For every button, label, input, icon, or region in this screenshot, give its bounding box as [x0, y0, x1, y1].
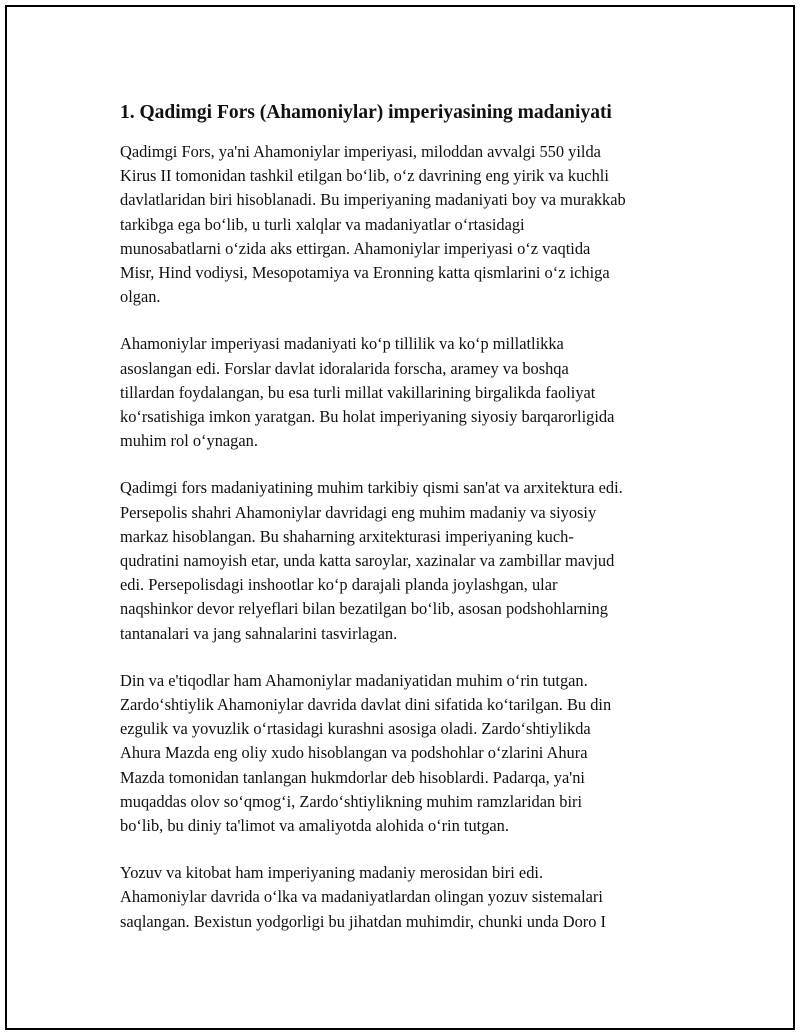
text-line: bo‘lib, bu diniy ta'limot va amaliyotda alohida o‘rin tutgan. — [120, 816, 509, 836]
document-page — [5, 5, 795, 1030]
paragraph-2 — [120, 332, 710, 453]
text-line: Kirus II tomonidan tashkil etilgan bo‘lib, o‘z davrining eng yirik va kuchli — [120, 166, 609, 186]
text-line: davlatlaridan biri hisoblanadi. Bu imperiyaning madaniyati boy va murakkab — [120, 190, 626, 210]
text-line: markaz hisoblangan. Bu shaharning arxitekturasi imperiyaning kuch- — [120, 526, 574, 546]
text-line: Misr, Hind vodiysi, Mesopotamiya va Eronning katta qismlarini o‘z ichiga — [120, 263, 610, 283]
text-line: Yozuv va kitobat ham imperiyaning madaniy merosidan biri edi. — [120, 863, 544, 883]
text-line: olgan. — [120, 287, 161, 307]
text-line: tillardan foydalangan, bu esa turli millat vakillarining birgalikda faoliyat — [120, 382, 596, 402]
text-line: asoslangan edi. Forslar davlat idoralarida forscha, aramey va boshqa — [120, 358, 569, 378]
text-line: ezgulik va yovuzlik o‘rtasidagi kurashni asosiga oladi. Zardo‘shtiylikda — [120, 719, 591, 739]
text-line: Zardo‘shtiylik Ahamoniylar davrida davlat dini sifatida ko‘tarilgan. Bu din — [120, 695, 612, 715]
text-line: tantanalari va jang sahnalarini tasvirlagan. — [120, 623, 398, 643]
paragraph-5 — [120, 861, 710, 934]
text-line: tarkibga ega bo‘lib, u turli xalqlar va madaniyatlar o‘rtasidagi — [120, 214, 525, 234]
text-line: qudratini namoyish etar, unda katta saroylar, xazinalar va zambillar mavjud — [120, 551, 615, 571]
text-line: ko‘rsatishiga imkon yaratgan. Bu holat imperiyaning siyosiy barqarorligida — [120, 407, 615, 427]
paragraph-1 — [120, 140, 710, 309]
document-content — [120, 100, 710, 957]
text-line: Persepolis shahri Ahamoniylar davridagi eng muhim madaniy va siyosiy — [120, 502, 597, 522]
text-line: Mazda tomonidan tanlangan hukmdorlar deb hisoblardi. Padarqa, ya'ni — [120, 767, 585, 787]
text-line: muhim rol o‘ynagan. — [120, 431, 258, 451]
text-line: naqshinkor devor relyeflari bilan bezatilgan bo‘lib, asosan podshohlarning — [120, 599, 608, 619]
text-line: edi. Persepolisdagi inshootlar ko‘p darajali planda joylashgan, ular — [120, 575, 558, 595]
text-line: saqlangan. Bexistun yodgorligi bu jihatdan muhimdir, chunki unda Doro I — [120, 911, 606, 931]
text-line: Ahamoniylar davrida o‘lka va madaniyatlardan olingan yozuv sistemalari — [120, 887, 603, 907]
text-line: Qadimgi fors madaniyatining muhim tarkibiy qismi san'at va arxitektura edi. — [120, 478, 623, 498]
text-line: Qadimgi Fors, ya'ni Ahamoniylar imperiyasi, miloddan avvalgi 550 yilda — [120, 142, 601, 161]
section-title: 1. Qadimgi Fors (Ahamoniylar) imperiyasining madaniyati — [120, 102, 612, 123]
text-line: Ahura Mazda eng oliy xudo hisoblangan va podshohlar o‘zlarini Ahura — [120, 743, 588, 763]
paragraph-3 — [120, 476, 710, 645]
paragraph-4 — [120, 669, 710, 838]
text-line: Din va e'tiqodlar ham Ahamoniylar madaniyatidan muhim o‘rin tutgan. — [120, 670, 588, 690]
text-line: munosabatlarni o‘zida aks ettirgan. Ahamoniylar imperiyasi o‘z vaqtida — [120, 238, 591, 258]
text-line: muqaddas olov so‘qmog‘i, Zardo‘shtiylikning muhim ramzlaridan biri — [120, 791, 583, 811]
text-line: Ahamoniylar imperiyasi madaniyati ko‘p tillilik va ko‘p millatlikka — [120, 334, 564, 354]
